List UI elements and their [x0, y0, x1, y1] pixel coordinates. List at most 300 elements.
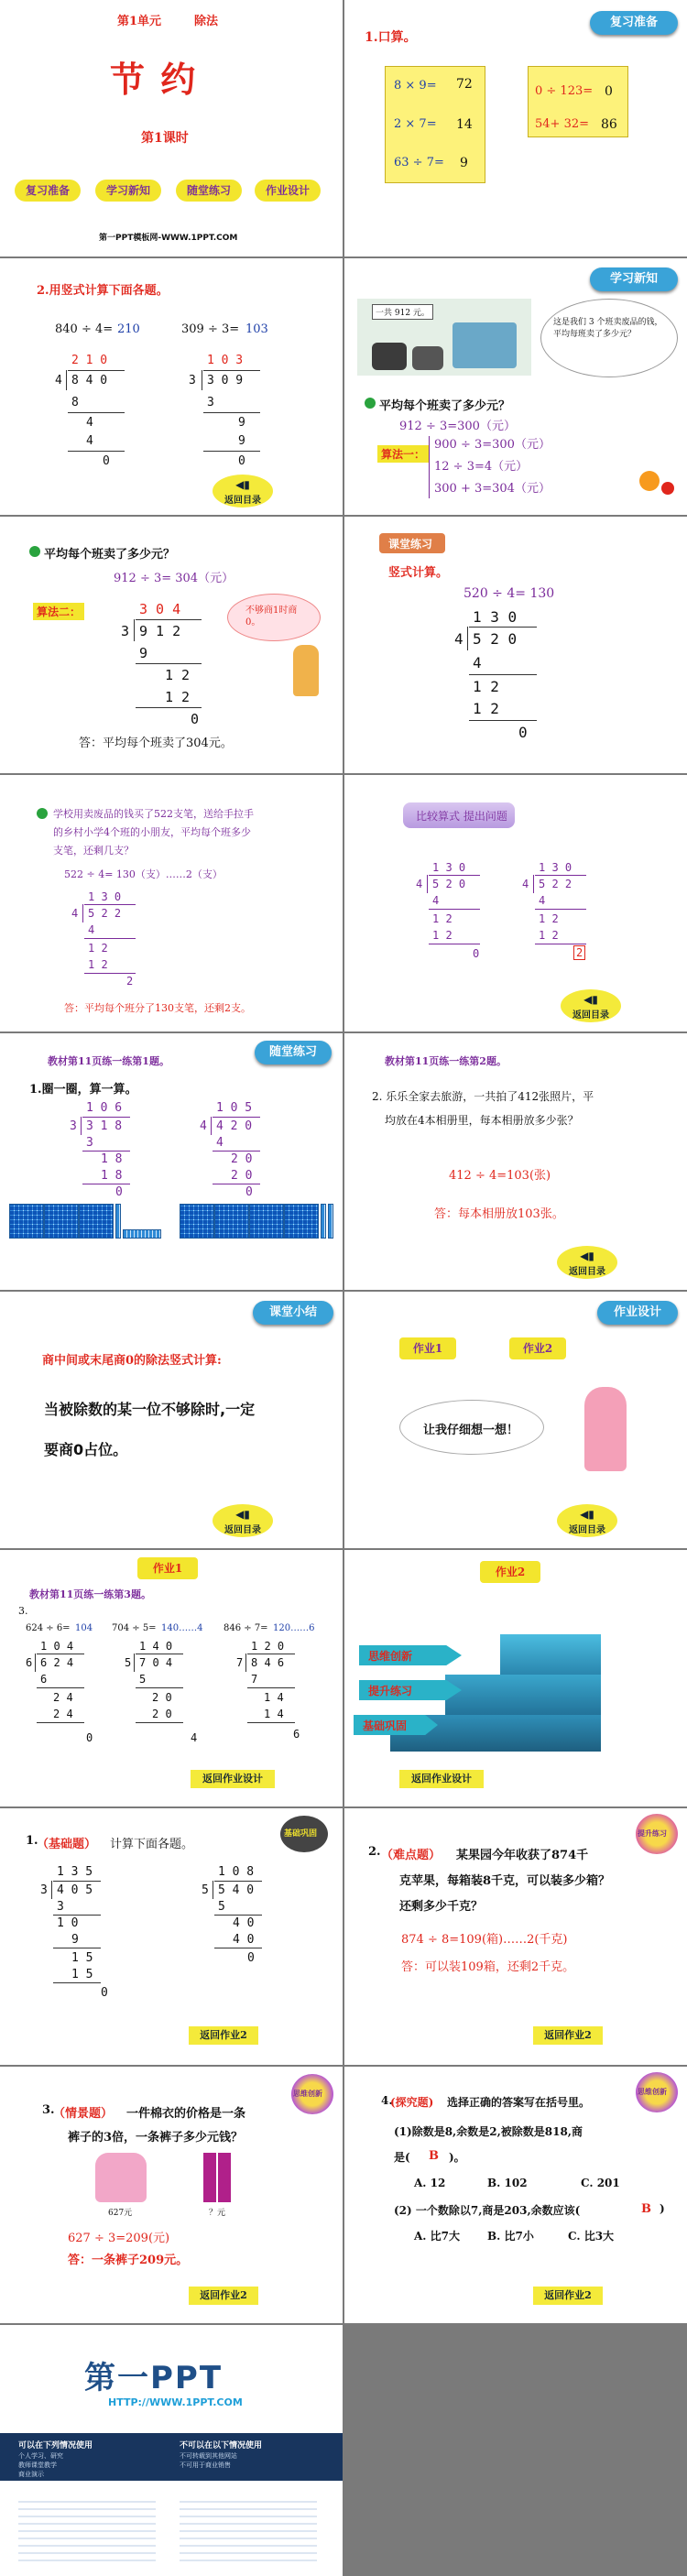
- d1-r3: 4: [86, 434, 93, 448]
- practice-eq: 520 ÷ 4= 130: [463, 586, 555, 601]
- homework1-label: 作业1: [137, 1557, 198, 1579]
- hundred-block-icon: [180, 1204, 214, 1239]
- d1-dividend: 5 2 0: [432, 878, 466, 890]
- d2-bar: [214, 1881, 262, 1882]
- d1-line1: [37, 1687, 84, 1688]
- d1-r1: 3: [57, 1900, 64, 1914]
- algorithm-label: 算法二：: [33, 603, 84, 620]
- hint-text: 不够商1时商0。: [245, 606, 298, 628]
- hundred-block-icon: [79, 1204, 114, 1239]
- answer: 答：一条裤子209元。: [68, 2254, 189, 2267]
- mq-3: 63 ÷ 7=: [394, 156, 444, 169]
- d1-r2: 2 4: [53, 1691, 73, 1704]
- bubble-text: 这是我们 3 个班卖废品的钱，平均每班卖了多少元？: [553, 318, 663, 339]
- equation: 412 ÷ 4=103(张): [449, 1169, 551, 1183]
- bullet-icon: [37, 808, 48, 819]
- source-label: 教材第11页练一练第1题。: [48, 1055, 169, 1067]
- d-r2: 1 2: [88, 942, 108, 955]
- d2-divisor: 3: [189, 374, 196, 387]
- badge-basic-label: 基础巩固: [284, 1829, 318, 1839]
- source-label: 教材第11页练一练第2题。: [385, 1055, 507, 1067]
- answer: 答：平均每个班卖了304元。: [79, 737, 233, 750]
- slide-8-compare: [344, 775, 687, 1031]
- ma-4: 0: [605, 84, 613, 99]
- bag-icon: [372, 343, 407, 370]
- hundred-block-icon: [214, 1204, 249, 1239]
- d2-divisor: 4: [522, 878, 529, 890]
- d1-line1: [53, 1915, 101, 1916]
- return-homework2-button[interactable]: 返回作业2: [533, 2287, 603, 2305]
- link-list-right: [180, 2495, 317, 2561]
- slide-9-exercise1: [0, 1033, 343, 1290]
- d1-r3: 1 8: [101, 1169, 123, 1183]
- bullet-icon: [29, 546, 40, 557]
- q1-line1: (1)除数是8,余数是2,被除数是818,商: [394, 2125, 583, 2138]
- d1-r5: 1 5: [71, 1968, 93, 1981]
- summary-head: 商中间或末尾商0的除法竖式计算:: [42, 1354, 222, 1368]
- hundred-block-icon: [9, 1204, 44, 1239]
- d1-line1: [429, 909, 480, 910]
- d3-dividend: 8 4 6: [251, 1656, 285, 1669]
- unit-label: 第1单元: [117, 15, 162, 28]
- d2-remainder-box: 2: [573, 945, 585, 960]
- d1-r4: 0: [115, 1185, 123, 1199]
- d-divisor: 4: [454, 630, 463, 648]
- d1-r4: 0: [86, 1731, 93, 1744]
- d2-divisor: 4: [200, 1119, 207, 1133]
- d1-r3: 9: [71, 1933, 79, 1947]
- d1-dividend: 4 0 5: [57, 1883, 93, 1897]
- pants-icon-right: [218, 2153, 231, 2202]
- expr-1: 624 ÷ 6=: [26, 1623, 71, 1633]
- step-basic-label: 基础巩固: [363, 1719, 408, 1732]
- d1-r2: 1 8: [101, 1152, 123, 1166]
- d2-quotient: 1 0 5: [216, 1101, 253, 1115]
- d-r3: 1 2: [165, 689, 191, 705]
- d1-bracket: [66, 370, 67, 390]
- q1-opt-a[interactable]: A. 12: [414, 2177, 446, 2189]
- d1-r4: 0: [103, 454, 110, 468]
- d1-quotient: 1 0 6: [86, 1101, 123, 1115]
- step-improve-label: 提升练习: [368, 1685, 413, 1697]
- d2-r4: 0: [238, 454, 245, 468]
- text-line-1: 2. 乐乐全家去旅游，一共拍了412张照片，平: [372, 1090, 594, 1103]
- d2-line1: [213, 1151, 260, 1152]
- d2-bracket: [134, 1654, 135, 1672]
- d-line2: [84, 973, 136, 974]
- d2-line1: [535, 909, 586, 910]
- d-bar: [469, 627, 537, 628]
- expr-1: 840 ÷ 4=: [55, 322, 114, 336]
- return-label: 返回目录: [224, 1525, 261, 1535]
- d1-line2: [68, 451, 125, 452]
- d2-bracket: [211, 1117, 212, 1135]
- slide-6-practice: [344, 517, 687, 773]
- d-divisor: 3: [121, 623, 130, 639]
- coat-icon: [95, 2153, 147, 2202]
- d2-quotient: 1 0 3: [207, 354, 244, 367]
- d3-r1: 7: [251, 1673, 258, 1686]
- think-text: 让我仔细想一想！: [423, 1424, 519, 1437]
- d2-divisor: 5: [125, 1656, 132, 1669]
- expr-3-ans: 120……6: [273, 1623, 315, 1633]
- return-icon: ◀▮: [583, 993, 598, 1006]
- return-catalog-button[interactable]: [557, 1246, 617, 1279]
- d1-line2: [37, 1722, 84, 1723]
- text-line-1: 学校用卖废品的钱买了522支笔，送给手拉手: [53, 808, 254, 820]
- footer-site: 第一PPT模板网-WWW.1PPT.COM: [99, 234, 238, 243]
- d-bracket: [134, 619, 135, 641]
- d-r3: 1 2: [473, 700, 499, 717]
- d1-r6: 0: [101, 1986, 108, 2000]
- stair-1: [500, 1634, 601, 1675]
- lesson-period: 第1课时: [141, 131, 189, 146]
- d2-line2: [203, 451, 260, 452]
- d-r4: 0: [191, 711, 200, 727]
- d2-line1: [136, 1687, 183, 1688]
- tag-new: 学习新知: [590, 267, 678, 291]
- q1-opt-b[interactable]: B. 102: [487, 2177, 528, 2189]
- expr-2-ans: 103: [245, 322, 268, 336]
- pill-practice[interactable]: 随堂练习: [176, 180, 242, 202]
- dot-icon: [639, 471, 660, 491]
- hundred-block-icon: [284, 1204, 319, 1239]
- logo-url[interactable]: HTTP://WWW.1PPT.COM: [108, 2396, 243, 2408]
- tag-summary: 课堂小结: [253, 1301, 333, 1325]
- expr-2-ans: 140……4: [161, 1623, 203, 1633]
- ten-rod-icon: [321, 1204, 326, 1239]
- return-icon: ◀▮: [235, 1508, 250, 1521]
- girl-icon: [584, 1387, 627, 1471]
- d1-bar: [82, 1117, 130, 1118]
- d2-r4: 0: [245, 1185, 253, 1199]
- exercise-type: （难点题）: [381, 1849, 442, 1862]
- mq-5: 54+ 32=: [535, 117, 590, 131]
- return-homework-button[interactable]: 返回作业设计: [399, 1770, 484, 1788]
- equation: 874 ÷ 8=109(箱)……2(千克): [401, 1933, 568, 1947]
- equation: 522 ÷ 4= 130（支）……2（支）: [64, 868, 223, 880]
- d1-divisor: 4: [416, 878, 423, 890]
- d1-r2: 1 2: [432, 912, 453, 925]
- d1-r1: 4: [432, 894, 440, 907]
- slide-17-creative: [0, 2067, 343, 2323]
- d2-r3: 4 0: [233, 1933, 255, 1947]
- return-catalog-button[interactable]: [561, 989, 621, 1022]
- exercise-type: （情景题）: [53, 2107, 114, 2121]
- d1-dividend: 8 4 0: [71, 374, 108, 387]
- algorithm-label: 算法一：: [377, 445, 429, 463]
- d1-bracket: [35, 1654, 36, 1672]
- bag-icon-2: [412, 346, 443, 370]
- d2-line1: [203, 412, 260, 413]
- text-line-2: 均放在4本相册里，每本相册放多少张？: [385, 1114, 579, 1127]
- d2-dividend: 5 2 2: [539, 878, 572, 890]
- d2-r1: 3: [207, 396, 214, 409]
- text-line-0: 一件棉衣的价格是一条: [126, 2107, 246, 2121]
- compare-banner-label: 比较算式 提出问题: [416, 810, 507, 823]
- text-line-0: 某果园今年收获了874千: [456, 1849, 589, 1862]
- return-label: 返回目录: [569, 1267, 605, 1277]
- text-line-2: 的乡村小学4个班的小朋友，平均每个班多少: [53, 826, 251, 838]
- d2-r3: 2 0: [152, 1708, 172, 1720]
- license-col2-head: 不可以在以下情况使用: [180, 2441, 263, 2450]
- d-bracket: [82, 904, 83, 922]
- d1-r4: 1 5: [71, 1951, 93, 1965]
- d-quotient: 1 3 0: [88, 890, 122, 903]
- q2-opt-b[interactable]: B. 比7小: [487, 2230, 534, 2243]
- d2-quotient: 1 3 0: [539, 861, 572, 874]
- return-homework2-button[interactable]: 返回作业2: [533, 2026, 603, 2045]
- summary-line-2: 要商0占位。: [44, 1441, 128, 1458]
- d2-r2: 2 0: [152, 1691, 172, 1704]
- homework2-button[interactable]: 作业2: [509, 1337, 566, 1359]
- slide-5-algo2: [0, 517, 343, 773]
- d-line1: [136, 663, 202, 664]
- d2-bar: [213, 1117, 260, 1118]
- return-catalog-button[interactable]: [557, 1504, 617, 1537]
- exercise-type: (探究题): [390, 2096, 434, 2109]
- step-1: 900 ÷ 3=300（元）: [434, 438, 551, 452]
- d-r1: 9: [139, 645, 148, 661]
- license-col1-item: 个人学习、研究: [18, 2452, 63, 2460]
- d3-line1: [247, 1687, 295, 1688]
- ma-5: 86: [601, 117, 617, 132]
- badge-creative-label: 思维创新: [638, 2087, 667, 2096]
- d1-dividend: 3 1 8: [86, 1119, 123, 1133]
- d-bracket: [467, 627, 468, 650]
- expr-2: 704 ÷ 5=: [112, 1623, 157, 1633]
- text-line-2: 还剩多少千克？: [399, 1900, 484, 1914]
- stair-2: [445, 1675, 601, 1715]
- expr-3: 846 ÷ 7=: [224, 1623, 268, 1633]
- sign-total: 一共 912 元。: [372, 304, 433, 320]
- d-r2: 1 2: [165, 667, 191, 683]
- d1-bar: [429, 875, 480, 876]
- d-r1: 4: [88, 923, 95, 936]
- d-line2: [469, 720, 537, 721]
- d1-r1: 8: [71, 396, 79, 409]
- equation: 912 ÷ 3= 304（元）: [114, 572, 234, 585]
- d1-line3: [53, 1982, 101, 1983]
- d-r3: 1 2: [88, 958, 108, 971]
- q1-opt-c[interactable]: C. 201: [581, 2177, 620, 2189]
- slide-19-credits: [0, 2325, 343, 2576]
- pants-icon-left: [203, 2153, 216, 2202]
- step-3: 300 + 3=304（元）: [434, 482, 551, 496]
- slide-14-homework2-menu: [344, 1550, 687, 1806]
- d2-r4: 4: [191, 1731, 198, 1744]
- d-divisor: 4: [71, 907, 79, 920]
- d1-line1: [68, 412, 125, 413]
- d-line1: [469, 674, 537, 675]
- ten-rod-icon: [328, 1204, 333, 1239]
- d2-r1: 4: [539, 894, 546, 907]
- d2-r2: 2 0: [231, 1152, 253, 1166]
- answer: 答：可以装109箱，还剩2千克。: [401, 1960, 575, 1974]
- equation: 627 ÷ 3=209(元): [68, 2232, 170, 2245]
- d-dividend: 5 2 0: [473, 630, 518, 648]
- d-dividend: 5 2 2: [88, 907, 122, 920]
- d1-r3: 1 2: [432, 929, 453, 942]
- summary-line-1: 当被除数的某一位不够除时,一定: [44, 1401, 256, 1418]
- d1-bar: [68, 370, 125, 371]
- return-icon: ◀▮: [580, 1508, 594, 1521]
- return-icon: ◀▮: [580, 1250, 594, 1262]
- pill-homework[interactable]: 作业设计: [255, 180, 321, 202]
- d2-bracket: [533, 875, 534, 893]
- d1-quotient: 1 3 0: [432, 861, 466, 874]
- d2-r3: 9: [238, 434, 245, 448]
- unit-cubes-icon: [123, 1229, 161, 1239]
- q1-answer: B: [429, 2149, 439, 2163]
- return-homework2-button[interactable]: 返回作业2: [189, 2287, 258, 2305]
- d3-r3: 1 4: [264, 1708, 284, 1720]
- mq-1: 8 × 9=: [394, 79, 437, 93]
- text-line-1: 裤子的3倍，一条裤子多少元钱？: [68, 2131, 244, 2145]
- exercise-text: 计算下面各题。: [110, 1838, 194, 1851]
- return-homework2-button[interactable]: 返回作业2: [189, 2026, 258, 2045]
- ma-3: 9: [460, 156, 468, 170]
- dot-icon-2: [661, 482, 674, 495]
- badge-improve-label: 提升练习: [638, 1828, 667, 1838]
- expr-1-ans: 104: [75, 1623, 93, 1633]
- return-icon: ◀▮: [235, 478, 250, 491]
- d1-bracket: [51, 1881, 52, 1899]
- girl-icon: [293, 645, 319, 696]
- d1-bracket: [427, 875, 428, 893]
- pill-review[interactable]: 复习准备: [15, 180, 81, 202]
- d1-bar: [53, 1881, 101, 1882]
- d1-line1: [82, 1151, 130, 1152]
- pants-price: ？元: [209, 2209, 226, 2218]
- d2-quotient: 1 0 8: [218, 1865, 255, 1879]
- slide-4-new: [344, 258, 687, 515]
- d2-r4: 0: [247, 1951, 255, 1965]
- d1-quotient: 1 3 5: [57, 1865, 93, 1879]
- d3-line2: [247, 1722, 295, 1723]
- d2-dividend: 7 0 4: [139, 1656, 173, 1669]
- expr-1-ans: 210: [117, 322, 140, 336]
- step-2: 12 ÷ 3=4（元）: [434, 460, 529, 474]
- tag-review: 复习准备: [590, 11, 678, 35]
- return-label: 返回目录: [569, 1525, 605, 1535]
- tag-practice: 随堂练习: [255, 1041, 332, 1064]
- practice-head: 竖式计算。: [388, 566, 449, 580]
- d-r1: 4: [473, 654, 482, 671]
- d1-divisor: 3: [40, 1883, 48, 1897]
- d2-dividend: 3 0 9: [207, 374, 244, 387]
- d2-r2: 4 0: [233, 1916, 255, 1930]
- d2-r3: 1 2: [539, 929, 559, 942]
- pill-new[interactable]: 学习新知: [95, 180, 161, 202]
- slide-18-explore: [344, 2067, 687, 2323]
- coat-price: 627元: [108, 2209, 133, 2218]
- return-label: 返回目录: [224, 496, 261, 506]
- q2-answer: B: [641, 2202, 651, 2216]
- mq-2: 2 × 7=: [394, 117, 437, 131]
- d1-divisor: 4: [55, 374, 62, 387]
- q2-opt-a[interactable]: A. 比7大: [414, 2230, 461, 2243]
- d2-line1: [214, 1915, 262, 1916]
- answer: 答：每本相册放103张。: [434, 1207, 564, 1221]
- d2-dividend: 4 2 0: [216, 1119, 253, 1133]
- d2-bar: [203, 370, 260, 371]
- algo-brace: [429, 436, 430, 498]
- d2-r2: 1 2: [539, 912, 559, 925]
- exercise-no: 3.: [18, 1605, 28, 1617]
- d2-r1: 5: [139, 1673, 147, 1686]
- d3-divisor: 7: [236, 1656, 244, 1669]
- return-catalog-button[interactable]: [213, 475, 273, 508]
- d-dividend: 9 1 2: [139, 623, 181, 639]
- d3-bracket: [245, 1654, 246, 1672]
- q1-close: )。: [449, 2151, 465, 2164]
- d1-r3: 2 4: [53, 1708, 73, 1720]
- return-label: 返回目录: [572, 1010, 609, 1021]
- d3-r2: 1 4: [264, 1691, 284, 1704]
- slide-16-improve: [344, 1808, 687, 2065]
- d-r4: 0: [518, 724, 528, 741]
- exercise-type: （基础题）: [37, 1838, 97, 1851]
- d1-bracket: [81, 1117, 82, 1135]
- exercise-no: 2.: [368, 1845, 381, 1859]
- q2-close: ): [660, 2202, 665, 2215]
- ma-2: 14: [456, 117, 473, 132]
- expr-2: 309 ÷ 3=: [181, 322, 240, 336]
- return-catalog-button[interactable]: [213, 1504, 273, 1537]
- tag-practice-label: 课堂练习: [388, 538, 433, 551]
- homework1-button[interactable]: 作业1: [399, 1337, 456, 1359]
- d-quotient: 3 0 4: [139, 601, 181, 617]
- cart-icon: [453, 322, 517, 368]
- d1-r1: 6: [40, 1673, 48, 1686]
- ten-rod-icon: [115, 1204, 121, 1239]
- slide-15-basic: [0, 1808, 343, 2065]
- license-col1-item: 教师课堂教学: [18, 2461, 57, 2469]
- slide-1-title: [0, 0, 343, 257]
- text-line-1: 克苹果，每箱装8千克，可以装多少箱？: [399, 1874, 611, 1888]
- exercise-head: 1.圈一圈，算一算。: [29, 1083, 137, 1097]
- written-head: 2.用竖式计算下面各题。: [37, 284, 169, 298]
- question: 平均每个班卖了多少元？: [44, 548, 176, 562]
- d1-quotient: 1 0 4: [40, 1640, 74, 1653]
- license-col2-item: 不可用于商业销售: [180, 2461, 231, 2469]
- d2-r1: 4: [216, 1136, 224, 1150]
- hundred-block-icon: [249, 1204, 284, 1239]
- step-creative-label: 思维创新: [368, 1650, 413, 1663]
- d1-r1: 3: [86, 1136, 93, 1150]
- hundred-block-icon: [44, 1204, 79, 1239]
- lesson-title: 节 约: [110, 59, 198, 100]
- slide-7-wordproblem: [0, 775, 343, 1031]
- logo-text: 第一PPT: [84, 2360, 224, 2396]
- question: 平均每个班卖了多少元？: [379, 399, 511, 413]
- link-list-left: [18, 2495, 156, 2561]
- q2-line1: (2) 一个数除以7,商是203,余数应该(: [394, 2204, 581, 2217]
- d1-r2: 4: [86, 416, 93, 430]
- text-line-3: 支笔，还剩几支？: [53, 845, 134, 857]
- badge-creative-label: 思维创新: [293, 2089, 322, 2098]
- d2-r1: 5: [218, 1900, 225, 1914]
- d-r2: 1 2: [473, 678, 499, 695]
- return-homework-button[interactable]: 返回作业设计: [191, 1770, 275, 1788]
- d3-quotient: 1 2 0: [251, 1640, 285, 1653]
- d2-dividend: 5 4 0: [218, 1883, 255, 1897]
- q2-opt-c[interactable]: C. 比3大: [568, 2230, 615, 2243]
- equation: 912 ÷ 3=300（元）: [399, 420, 516, 433]
- d2-line2: [136, 1722, 183, 1723]
- q1-open: 是(: [394, 2151, 410, 2164]
